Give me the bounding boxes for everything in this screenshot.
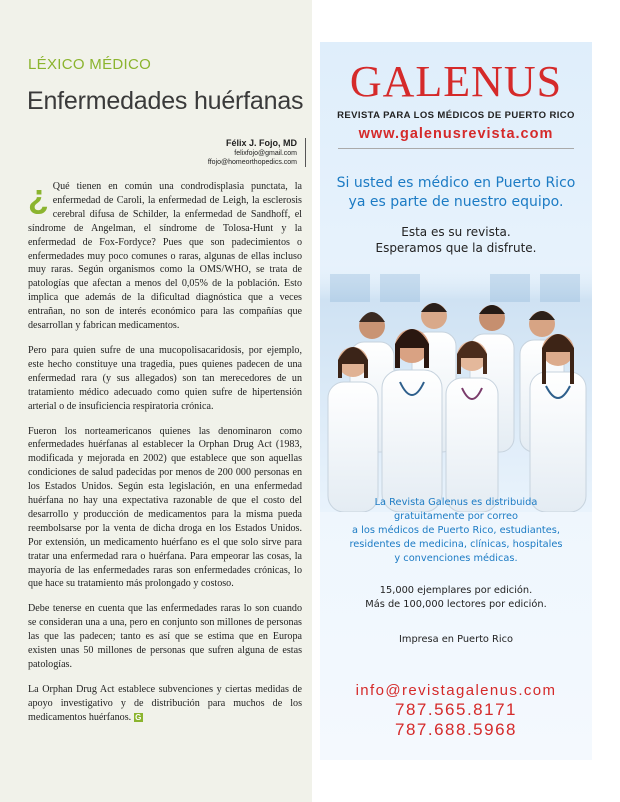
byline [208,138,306,167]
author-email[interactable]: felixfojo@gmail.com [234,150,297,157]
ad-headline: Si usted es médico en Puerto Rico ya es parte de nuestro equipo. [336,175,576,210]
paragraph: Fueron los norteamericanos quienes las denominaron como enfermedades huérfanas al establecer la Orphan Drug Act (1983, modificada y mejorada en 2002) que establece que son aquellas condiciones de salud padecidas por menos de 200 000 personas en los Estados Unidos. Según esta legislación, en una enfermedad huérfana no hay una expectativa razonable de que el costo del desarrollo y producción de medicamentos para la misma pueda reembolsarse por la venta de dicha droga en los Estados Unidos. Por extensión, un medicamento huérfano es el que solo sirve para tratar una enfermedad rara o huérfana. Para empeorar las cosas, la mayoría de las enfermedades raras son enfermedades crónicas, lo que hace su tratamiento más prolongado y costoso. [28,425,302,590]
distribution-info: La Revista Galenus es distribuida gratuitamente por correo a los médicos de Puerto Rico, estudiantes, residentes de medicina, clínicas, hospitales y convenciones médicas. [349,497,563,564]
galenus-advertisement [320,42,592,760]
end-mark-icon: G [135,712,142,722]
paragraph: Pero para quien sufre de una mucopolisacaridosis, por ejemplo, este hecho constituye una tragedia, pues quienes padecen de una enfermedad rara (y sus allegados) son tan merecedores de un tratamiento médico adecuado como quien sufre de hipertensión arterial o de insuficiencia respiratoria crónica. [28,344,302,412]
ad-phone-1[interactable]: 787.565.8171 [395,700,517,719]
ad-welcome: Esta es su revista. Esperamos que la disfrute. [375,225,537,255]
ad-email-link[interactable]: info@revistagalenus.com [355,682,557,699]
printed-in: Impresa en Puerto Rico [399,634,513,645]
drop-cap: ¿ [28,178,49,216]
galenus-logo: GALENUS [349,57,563,106]
paragraph: ¿ Qué tienen en común una condrodisplasia punctata, la enfermedad de Caroli, la enfermedad de Leigh, la esclerosis cerebral difusa de Schilder, la enfermedad de Sandhoff, el síndrome de Angelman, el síndrome de Tolosa-Hunt y la enfermedad de Fox-Fordyce? Pues que son padecimientos o enfermedades muy poco comunes o raras, algunas de ellas incluso muy raras. Según organismos como la OMS/WHO, se trata de patologías que afectan a menos del 0,05% de la población. Esto implica que además de la dificultad diagnóstica que a veces entrañan, no son de interés económico para las compañías que desarrollan y fabrican medicamentos. [28,178,302,332]
article-body [28,180,302,736]
section-label: LÉXICO MÉDICO [28,56,152,73]
circulation-stats: 15,000 ejemplares por edición. Más de 100,000 lectores por edición. [365,585,547,610]
author-name: Félix J. Fojo, MD [225,138,297,148]
paragraph: La Orphan Drug Act establece subvenciones y ciertas medidas de apoyo investigativo y de distribución para muchos de los medicamentos huérfanos. G [28,683,302,723]
paragraph: Debe tenerse en cuenta que las enfermedades raras lo son cuando se consideran una a una, pero en conjunto son millones de personas las que las padecen; tanto es así que se estima que en Europa existen unas 50 millones de personas que sufren alguna de estas patologías. [28,603,302,670]
author-email[interactable]: ffojo@homeorthopedics.com [207,159,297,166]
doctors-group-photo [320,262,592,512]
article-title: Enfermedades huérfanas [27,87,304,115]
ad-website-link[interactable]: www.galenusrevista.com [358,126,554,142]
ad-phone-2[interactable]: 787.688.5968 [395,720,517,739]
divider [338,148,574,149]
ad-tagline: REVISTA PARA LOS MÉDICOS DE PUERTO RICO [337,110,575,121]
